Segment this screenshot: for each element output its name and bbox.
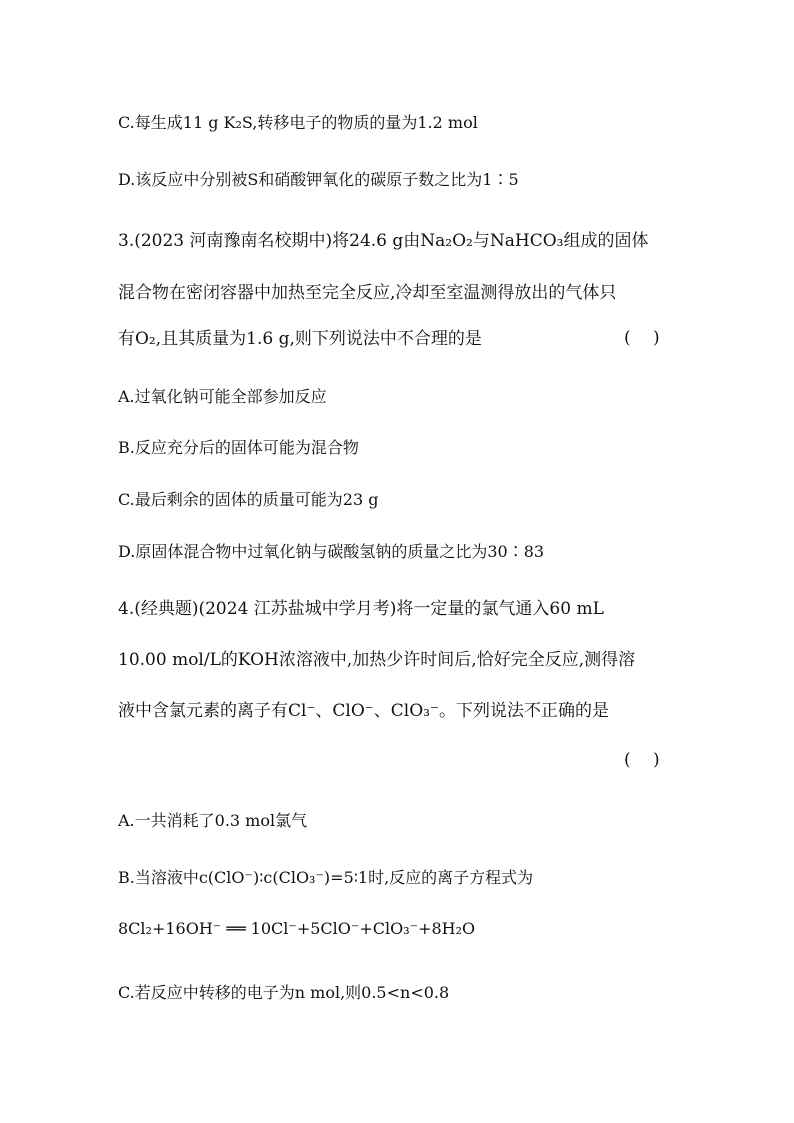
question-3-line-3: 有O₂,且其质量为1.6 g,则下列说法中不合理的是 — [118, 329, 482, 349]
question-4-line-3: 液中含氯元素的离子有Cl⁻、ClO⁻、ClO₃⁻。下列说法不正确的是 — [118, 701, 609, 721]
question-3-line-1: 3.(2023 河南豫南名校期中)将24.6 g由Na₂O₂与NaHCO₃组成的固体 — [118, 231, 649, 251]
option-c-previous: C.每生成11 g K₂S,转移电子的物质的量为1.2 mol — [118, 113, 478, 132]
question-3-option-a: A.过氧化钠可能全部参加反应 — [118, 387, 327, 406]
option-d-previous: D.该反应中分别被S和硝酸钾氧化的碳原子数之比为1∶5 — [118, 170, 519, 189]
question-4-line-2: 10.00 mol/L的KOH浓溶液中,加热少许时间后,恰好完全反应,测得溶 — [118, 650, 636, 670]
question-3-option-c: C.最后剩余的固体的质量可能为23 g — [118, 490, 379, 509]
question-3-option-b: B.反应充分后的固体可能为混合物 — [118, 438, 359, 457]
question-3-option-d: D.原固体混合物中过氧化钠与碳酸氢钠的质量之比为30∶83 — [118, 542, 545, 561]
question-4-option-b: B.当溶液中c(ClO⁻)∶c(ClO₃⁻)=5∶1时,反应的离子方程式为 — [118, 868, 534, 887]
question-4-option-c: C.若反应中转移的电子为n mol,则0.5<n<0.8 — [118, 983, 450, 1002]
question-4-line-1: 4.(经典题)(2024 江苏盐城中学月考)将一定量的氯气通入60 mL — [118, 599, 604, 619]
question-3-answer-bracket: ( ) — [624, 328, 660, 348]
question-4-option-a: A.一共消耗了0.3 mol氯气 — [118, 811, 308, 830]
question-4-answer-bracket: ( ) — [624, 750, 660, 770]
question-4-option-b-equation: 8Cl₂+16OH⁻ ══ 10Cl⁻+5ClO⁻+ClO₃⁻+8H₂O — [118, 919, 476, 938]
question-3-line-2: 混合物在密闭容器中加热至完全反应,冷却至室温测得放出的气体只 — [118, 283, 617, 303]
